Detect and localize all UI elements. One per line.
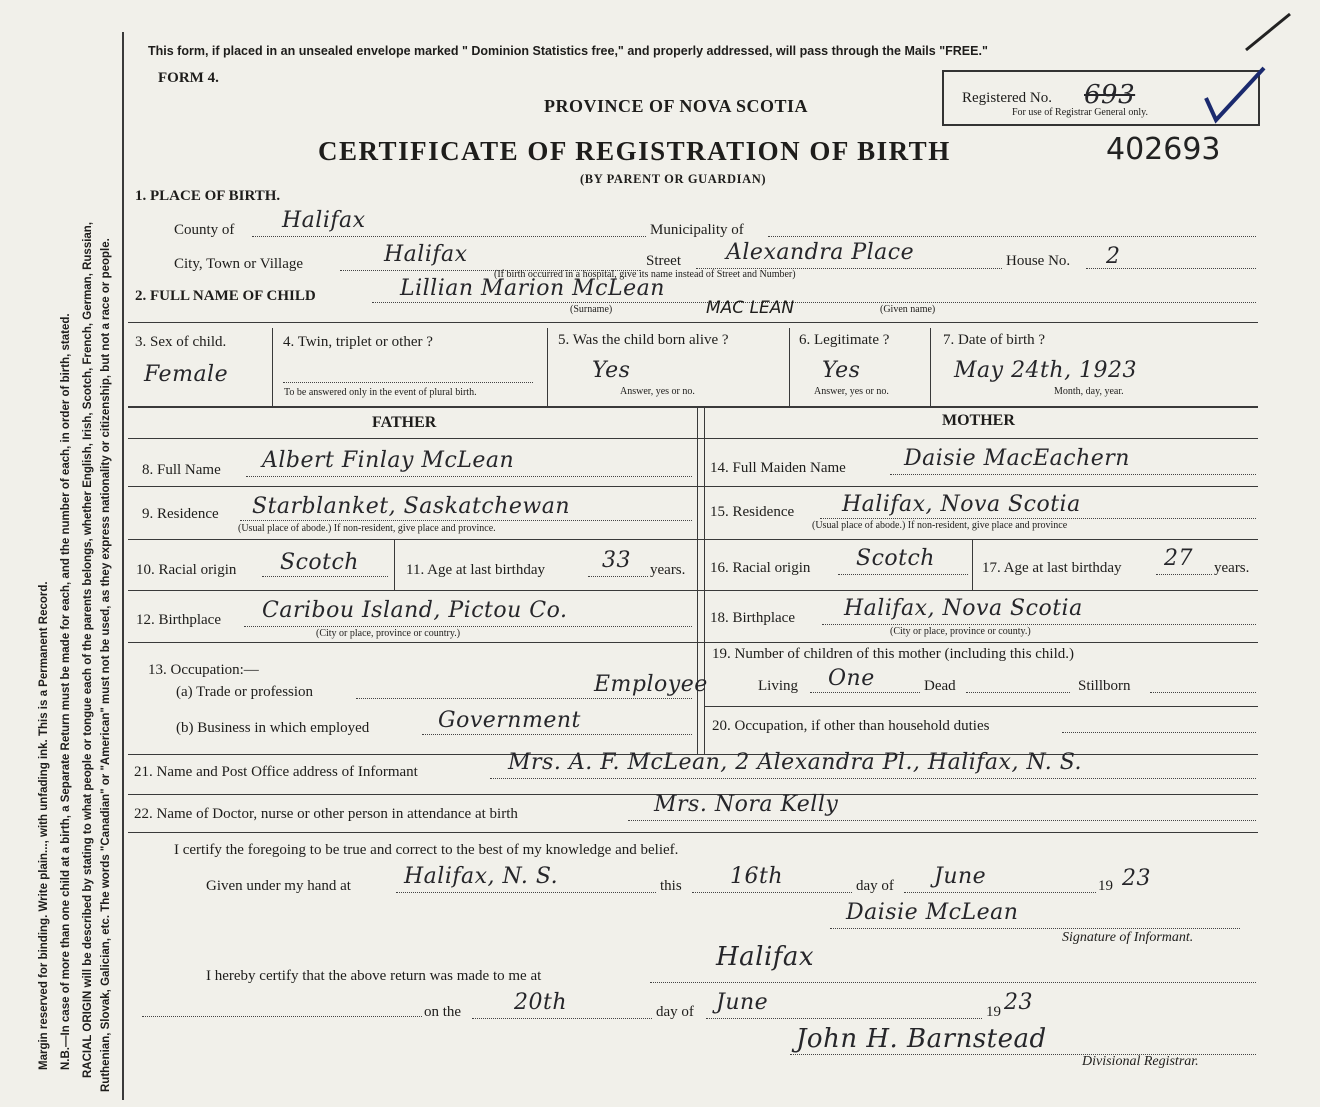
sex-label: 3. Sex of child. [135,334,227,350]
on-the-label: on the [424,1004,462,1020]
mother-name-value: Daisie MacEachern [904,446,1130,471]
divider [128,438,1258,439]
father-race-value: Scotch [280,550,359,575]
checkmark-icon [1200,62,1270,126]
given-place-value: Halifax, N. S. [404,864,559,889]
divider [128,832,1258,833]
child-name-label: 2. FULL NAME OF CHILD [135,288,316,304]
dead-label: Dead [924,678,956,694]
father-heading: FATHER [372,414,437,431]
hospital-note: (If birth occurred in a hospital, give its name instead of Street and Number) [494,269,796,280]
signature-line [830,928,1240,929]
house-value: 2 [1106,244,1121,269]
father-years-label: years. [650,562,686,578]
twin-note: To be answered only in the event of plural birth. [284,387,477,398]
divider [128,539,1258,540]
mother-heading: MOTHER [942,412,1015,429]
father-name-label: 8. Full Name [142,462,221,478]
surname-print: MAC LEAN [706,298,795,318]
mother-occupation-label: 20. Occupation, if other than household duties [712,718,990,734]
dob-note: Month, day, year. [1054,386,1124,397]
county-line [252,236,646,237]
margin-note-racial-origin: RACIAL ORIGIN will be described by stating to what people or tongue each of the parents belongs, whether English, Irish, Scotch, French, German, Russian, [82,221,94,1078]
child-name-line [372,302,1256,303]
mother-age-value: 27 [1164,546,1193,571]
registered-number: 693 [1084,80,1136,110]
divider [394,540,395,590]
certificate-number: 402693 [1106,132,1221,167]
father-birthplace-line [244,626,692,627]
father-race-label: 10. Racial origin [136,562,237,578]
city-label: City, Town or Village [174,256,304,272]
given-name-label: (Given name) [880,304,936,315]
province-heading: PROVINCE OF NOVA SCOTIA [544,96,809,116]
mother-residence-note: (Usual place of abode.) If non-resident, give place and province [812,520,1068,531]
mother-race-label: 16. Racial origin [710,560,811,576]
registrar-label: Divisional Registrar. [1082,1054,1199,1069]
divider [128,406,1258,408]
business-line [422,734,692,735]
doctor-label: 22. Name of Doctor, nurse or other person in attendance at birth [134,806,518,822]
father-age-line [588,576,648,577]
father-age-label: 11. Age at last birthday [406,562,545,578]
mother-residence-line [820,518,1256,519]
father-birthplace-value: Caribou Island, Pictou Co. [262,598,568,623]
legitimate-note: Answer, yes or no. [814,386,889,397]
page-title: CERTIFICATE OF REGISTRATION OF BIRTH [318,136,951,166]
this-label: this [660,878,682,894]
certification-statement: I certify the foregoing to be true and correct to the best of my knowledge and belief. [174,842,679,858]
divider [789,328,790,406]
registrar-lead-line [142,1016,422,1017]
father-age-value: 33 [602,548,631,573]
doctor-value: Mrs. Nora Kelly [654,792,839,817]
margin-note-binding: Margin reserved for binding. Write plain..., with unfading ink. This is a Permanent Record. [38,581,50,1070]
living-value: One [828,666,875,691]
registrar-year-value: 23 [1004,990,1033,1015]
trade-value: Employee [594,672,708,697]
day-of-label: day of [856,878,894,894]
living-label: Living [758,678,798,694]
divider [547,328,548,406]
given-place-line [396,892,656,893]
legitimate-label: 6. Legitimate ? [799,332,890,348]
father-residence-value: Starblanket, Saskatchewan [252,494,571,519]
mother-age-line [1156,574,1212,575]
father-birthplace-label: 12. Birthplace [136,612,221,628]
reg-day-line [472,1018,652,1019]
mother-race-value: Scotch [856,546,935,571]
municipality-line [768,236,1256,237]
trade-line [356,698,692,699]
mother-birthplace-line [822,624,1256,625]
father-birthplace-note: (City or place, province or country.) [316,628,461,639]
father-name-value: Albert Finlay McLean [262,448,515,473]
twin-label: 4. Twin, triplet or other ? [283,334,433,350]
father-race-line [262,576,388,577]
given-under-label: Given under my hand at [206,878,351,894]
given-year-value: 23 [1122,866,1151,891]
children-count-label: 19. Number of children of this mother (including this child.) [712,646,1075,662]
year-prefix: 19 [1098,878,1113,894]
registrar-place-value: Halifax [716,942,815,972]
registered-label: Registered No. [962,90,1052,106]
dead-line [966,692,1070,693]
registrar-statement: I hereby certify that the above return was made to me at [206,968,542,984]
alive-value: Yes [592,358,631,383]
mother-years-label: years. [1214,560,1250,576]
alive-label: 5. Was the child born alive ? [558,332,729,348]
registrar-signature: John H. Barnstead [796,1024,1047,1054]
divider [128,322,1258,323]
mother-birthplace-note: (City or place, province or county.) [890,626,1031,637]
county-label: County of [174,222,235,238]
informant-signature: Daisie McLean [846,900,1019,925]
city-value: Halifax [384,242,468,267]
signature-label: Signature of Informant. [1062,930,1194,945]
municipality-label: Municipality of [650,222,744,238]
house-label: House No. [1006,253,1071,269]
mother-birthplace-label: 18. Birthplace [710,610,795,626]
street-label: Street [646,253,681,269]
informant-line [490,778,1256,779]
father-occupation-label: 13. Occupation:— [148,662,259,678]
mother-name-label: 14. Full Maiden Name [710,460,846,476]
margin-note-multiple-births: N.B.—In case of more than one child at a birth, a Separate Return must be made for each, and the number of each, in order of birth, stated. [60,313,72,1070]
reg-month-line [706,1018,982,1019]
divider [272,328,273,406]
registrar-day-value: 20th [514,990,568,1015]
father-mother-divider-2 [704,408,705,754]
margin-note-racial-origin-cont: Ruthenian, Slovak, Galician, etc. The words "Canadian" or "American" must not be used, as they express nationality or citizenship, but not a race or people. [100,238,112,1092]
divider [705,706,1258,707]
month-line [904,892,1096,893]
mother-name-line [890,474,1256,475]
twin-line [283,382,533,383]
father-residence-label: 9. Residence [142,506,219,522]
mother-birthplace-value: Halifax, Nova Scotia [844,596,1083,621]
given-day-value: 16th [730,864,784,889]
margin-rule [122,32,124,1100]
father-residence-line [240,520,692,521]
sex-value: Female [144,362,229,387]
mother-race-line [838,574,968,575]
divider [128,590,1258,591]
doctor-line [628,820,1256,821]
stillborn-line [1150,692,1256,693]
legitimate-value: Yes [822,358,861,383]
given-month-value: June [934,864,987,889]
form-number: FORM 4. [158,70,219,86]
place-of-birth-heading: 1. PLACE OF BIRTH. [135,188,281,204]
dob-value: May 24th, 1923 [954,358,1138,383]
registrar-use-note: For use of Registrar General only. [1012,107,1148,118]
informant-label: 21. Name and Post Office address of Informant [134,764,418,780]
business-value: Government [438,708,581,733]
business-label: (b) Business in which employed [176,720,370,736]
trade-label: (a) Trade or profession [176,684,314,700]
mother-occupation-line [1062,732,1256,733]
mail-notice: This form, if placed in an unsealed envelope marked " Dominion Statistics free," and properly addressed, will pass through the Mails "FREE." [148,44,988,58]
mother-residence-label: 15. Residence [710,504,795,520]
corner-checkmark-icon [1240,10,1300,56]
divider [128,642,1258,643]
surname-label: (Surname) [570,304,613,315]
reg-day-of-label: day of [656,1004,694,1020]
mother-residence-value: Halifax, Nova Scotia [842,492,1081,517]
page-subtitle: (BY PARENT OR GUARDIAN) [580,172,767,186]
street-value: Alexandra Place [726,240,915,265]
living-line [810,692,920,693]
mother-age-label: 17. Age at last birthday [982,560,1122,576]
registrar-place-line [650,982,1256,983]
father-name-line [246,476,692,477]
divider [128,486,1258,487]
father-mother-divider [697,408,698,754]
divider [972,540,973,590]
alive-note: Answer, yes or no. [620,386,695,397]
dob-label: 7. Date of birth ? [943,332,1046,348]
registrar-month-value: June [716,990,769,1015]
stillborn-label: Stillborn [1078,678,1131,694]
father-residence-note: (Usual place of abode.) If non-resident, give place and province. [238,523,496,534]
child-name-value: Lillian Marion McLean [400,276,665,301]
county-value: Halifax [282,208,366,233]
informant-value: Mrs. A. F. McLean, 2 Alexandra Pl., Halifax, N. S. [508,750,1083,775]
day-line [692,892,852,893]
reg-year-prefix: 19 [986,1004,1001,1020]
divider [930,328,931,406]
